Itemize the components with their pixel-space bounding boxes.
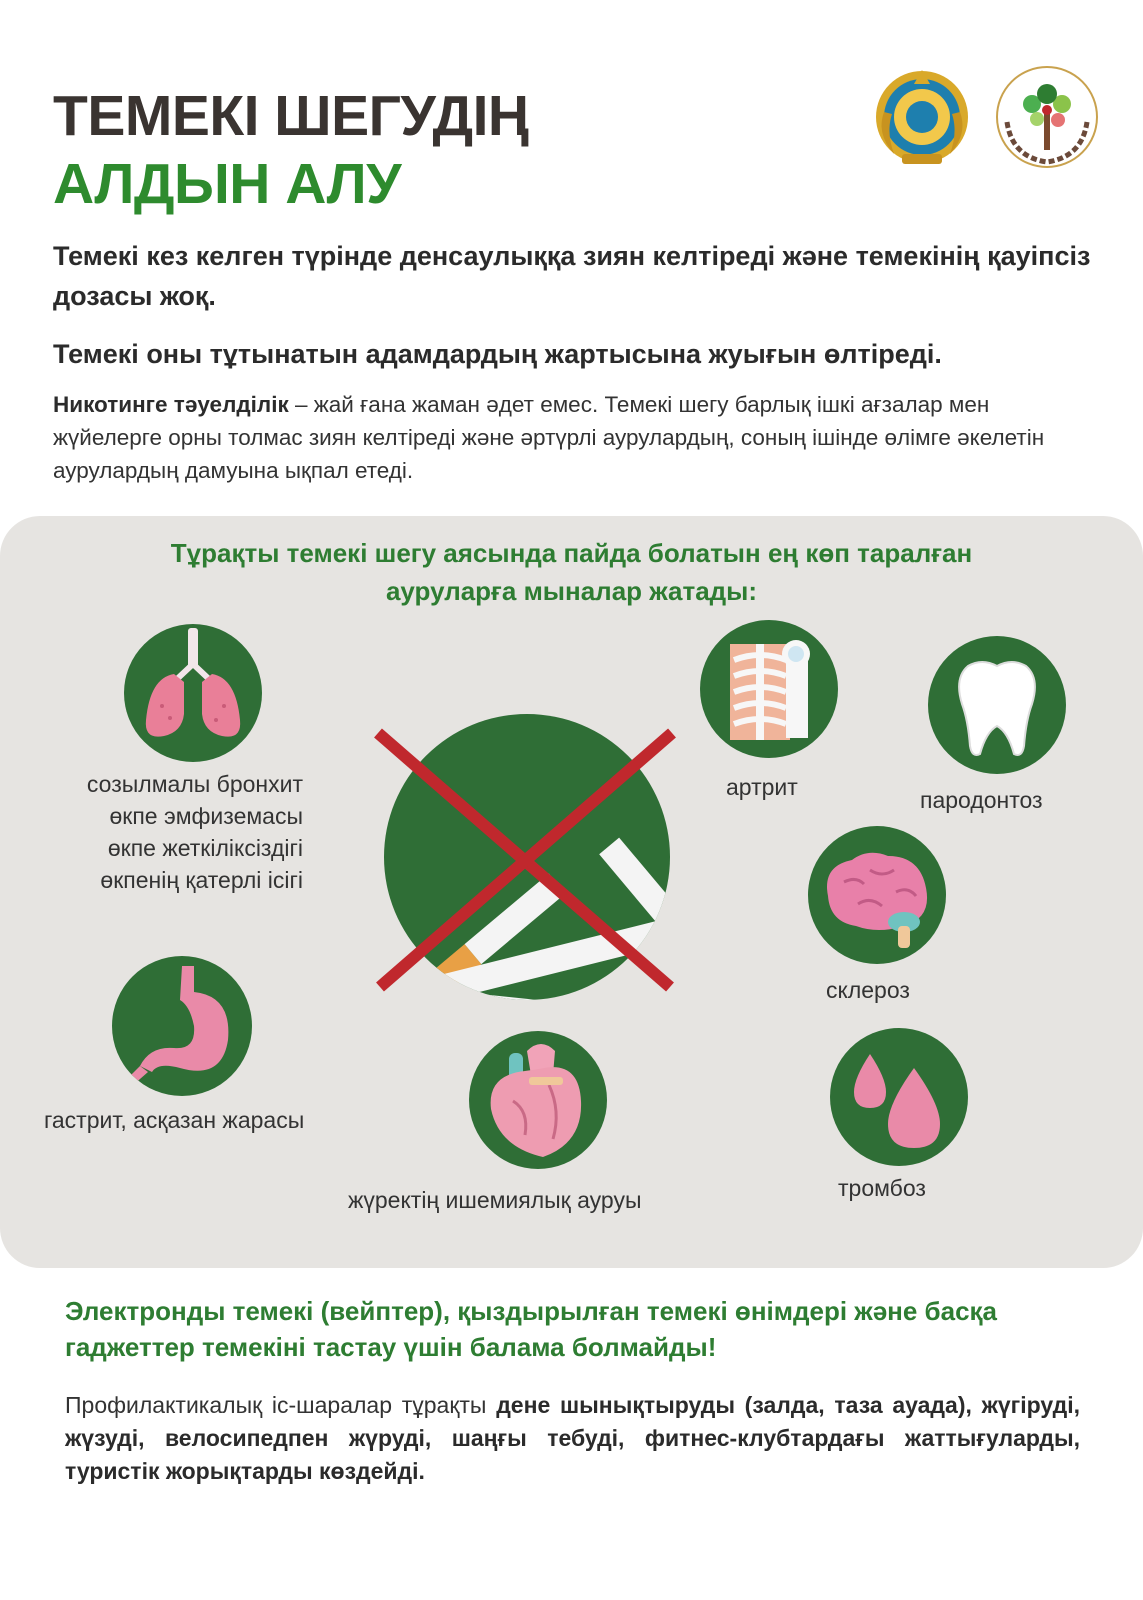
- title-line-2: АЛДЫН АЛУ: [53, 152, 402, 216]
- lungs-icon: [124, 624, 262, 762]
- tooth-icon: [928, 636, 1066, 774]
- panel-heading-line-1: Тұрақты темекі шегу аясында пайда болатын ең көп таралған: [170, 538, 973, 568]
- prevention-paragraph: [65, 1389, 1080, 1488]
- intro-text: – жай ғана жаман әдет емес. Темекі шегу барлық ішкі ағзалар мен жүйелерге орны толмас зиян келтіреді және әртүрлі аурулардың, соның ішінде өлімге әкелетін аурулардың дамуына ықпал етеді.: [53, 392, 1045, 483]
- disease-gastritis: гастрит, асқазан жарасы: [44, 1107, 305, 1133]
- page-title: [53, 82, 529, 218]
- disease-ischemic-heart: жүректің ишемиялық ауруы: [348, 1187, 642, 1213]
- disease-thrombosis: тромбоз: [838, 1175, 926, 1201]
- heart-icon: [469, 1031, 607, 1169]
- health-center-logo-icon: [992, 62, 1102, 172]
- stomach-icon: [112, 956, 252, 1096]
- disease-periodontosis: пародонтоз: [920, 787, 1043, 813]
- disease-lung-failure: өкпе жеткіліксіздігі: [107, 835, 303, 861]
- prevention-text: Профилактикалық іс-шаралар тұрақты: [65, 1392, 497, 1418]
- intro-paragraph: [53, 388, 1093, 487]
- skeleton-icon: [700, 620, 838, 758]
- brain-icon: [808, 826, 946, 964]
- state-emblem-icon: [872, 62, 972, 172]
- disease-bronchitis: созылмалы бронхит: [86, 771, 303, 797]
- emblems: [872, 62, 1102, 172]
- lead-statement-2: Темекі оны тұтынатын адамдардың жартысына жуығын өлтіреді.: [53, 339, 942, 369]
- e-cigarette-warning: Электронды темекі (вейптер), қыздырылған темекі өнімдері және басқа гаджеттер темекіні тастау үшін балама болмайды!: [65, 1296, 998, 1362]
- lungs-diseases-list: [40, 768, 303, 896]
- disease-arthritis: артрит: [726, 774, 798, 800]
- panel-heading: [0, 534, 1143, 610]
- disease-lung-cancer: өкпенің қатерлі ісігі: [100, 867, 303, 893]
- lead-statement-1: Темекі кез келген түрінде денсаулыққа зиян келтіреді және темекінің қауіпсіз дозасы жоқ.: [53, 241, 1091, 311]
- title-line-1: ТЕМЕКІ ШЕГУДІҢ: [53, 84, 529, 148]
- red-cross-icon: [370, 725, 680, 995]
- prevention-activities: дене шынықтыруды (залда, таза ауада), жүгіруді, жүзуді, велосипедпен жүруді, шаңғы тебуді, фитнес-клубтардағы жаттығуларды, туристік жорықтарды көздейді.: [65, 1392, 1080, 1484]
- panel-heading-line-2: ауруларға мыналар жатады:: [385, 576, 758, 606]
- disease-emphysema: өкпе эмфиземасы: [109, 803, 303, 829]
- blood-drops-icon: [830, 1028, 968, 1166]
- disease-sclerosis: склероз: [826, 977, 910, 1003]
- intro-bold-term: Никотинге тәуелділік: [53, 392, 289, 417]
